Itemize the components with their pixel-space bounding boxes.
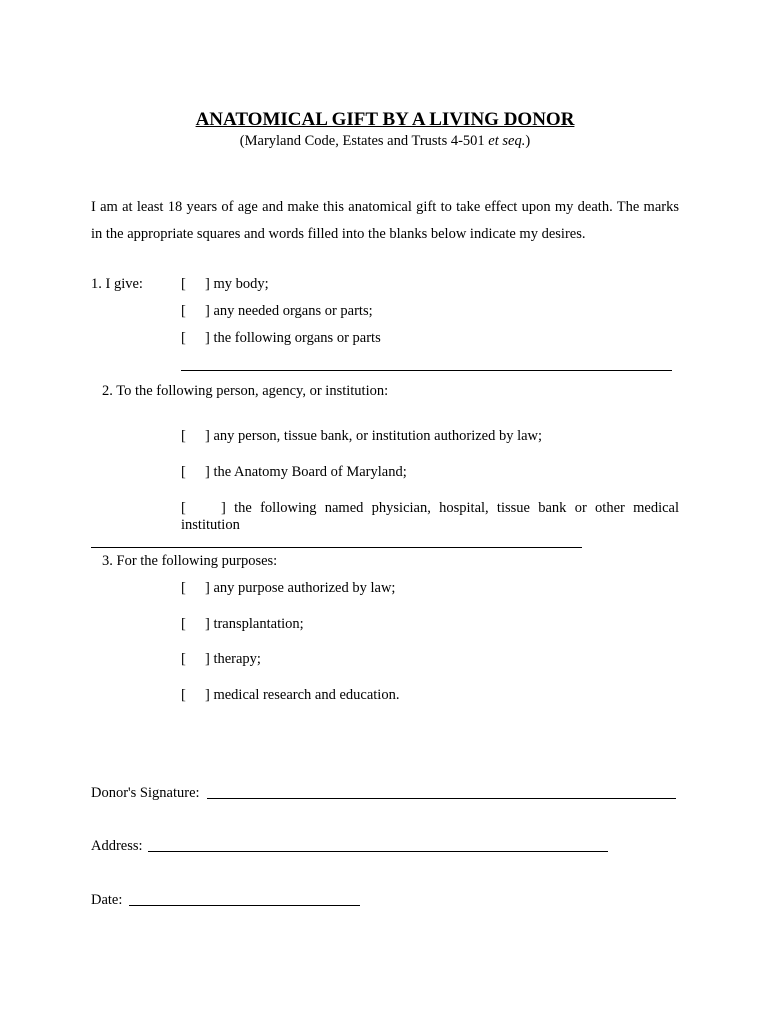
date-label: Date:	[91, 892, 123, 908]
option-following-organs[interactable]: [ ] the following organs or parts	[181, 330, 381, 346]
option-my-body[interactable]: [ ] my body;	[181, 276, 269, 292]
checkbox-bracket: [	[181, 330, 186, 346]
option-any-purpose[interactable]: [ ] any purpose authorized by law;	[181, 580, 396, 596]
section-2-label: 2. To the following person, agency, or institution:	[102, 383, 389, 399]
document-subtitle: (Maryland Code, Estates and Trusts 4-501 et seq.)	[239, 133, 531, 149]
checkbox-bracket: [	[181, 580, 186, 596]
institution-blank-line[interactable]	[91, 547, 582, 548]
signature-line[interactable]	[207, 798, 676, 799]
signature-label: Donor's Signature:	[91, 785, 200, 801]
checkbox-bracket: [	[181, 500, 186, 516]
checkbox-bracket: [	[181, 616, 186, 632]
option-named-institution[interactable]: [ ] the following named physician, hospital, tissue bank or other medical institution	[181, 500, 679, 533]
checkbox-bracket: [	[181, 428, 186, 444]
checkbox-bracket: [	[181, 687, 186, 703]
option-medical-research[interactable]: [ ] medical research and education.	[181, 687, 400, 703]
option-anatomy-board[interactable]: [ ] the Anatomy Board of Maryland;	[181, 464, 407, 480]
section-3-label: 3. For the following purposes:	[102, 553, 278, 569]
section-1-label: 1. I give:	[91, 276, 143, 292]
address-label: Address:	[91, 838, 143, 854]
date-line[interactable]	[129, 905, 360, 906]
organs-blank-line[interactable]	[181, 370, 672, 371]
checkbox-bracket: [	[181, 651, 186, 667]
intro-paragraph: I am at least 18 years of age and make this anatomical gift to take effect upon my death. The marks in the appropriate squares and words filled into the blanks below indicate my desires.	[91, 199, 679, 242]
option-authorized-by-law[interactable]: [ ] any person, tissue bank, or institution authorized by law;	[181, 428, 543, 444]
checkbox-bracket: [	[181, 276, 186, 292]
option-transplantation[interactable]: [ ] transplantation;	[181, 616, 304, 632]
checkbox-bracket: [	[181, 464, 186, 480]
address-line[interactable]	[148, 851, 608, 852]
option-any-needed-organs[interactable]: [ ] any needed organs or parts;	[181, 303, 373, 319]
option-therapy[interactable]: [ ] therapy;	[181, 651, 261, 667]
checkbox-bracket: [	[181, 303, 186, 319]
document-title: ANATOMICAL GIFT BY A LIVING DONOR	[195, 109, 575, 130]
